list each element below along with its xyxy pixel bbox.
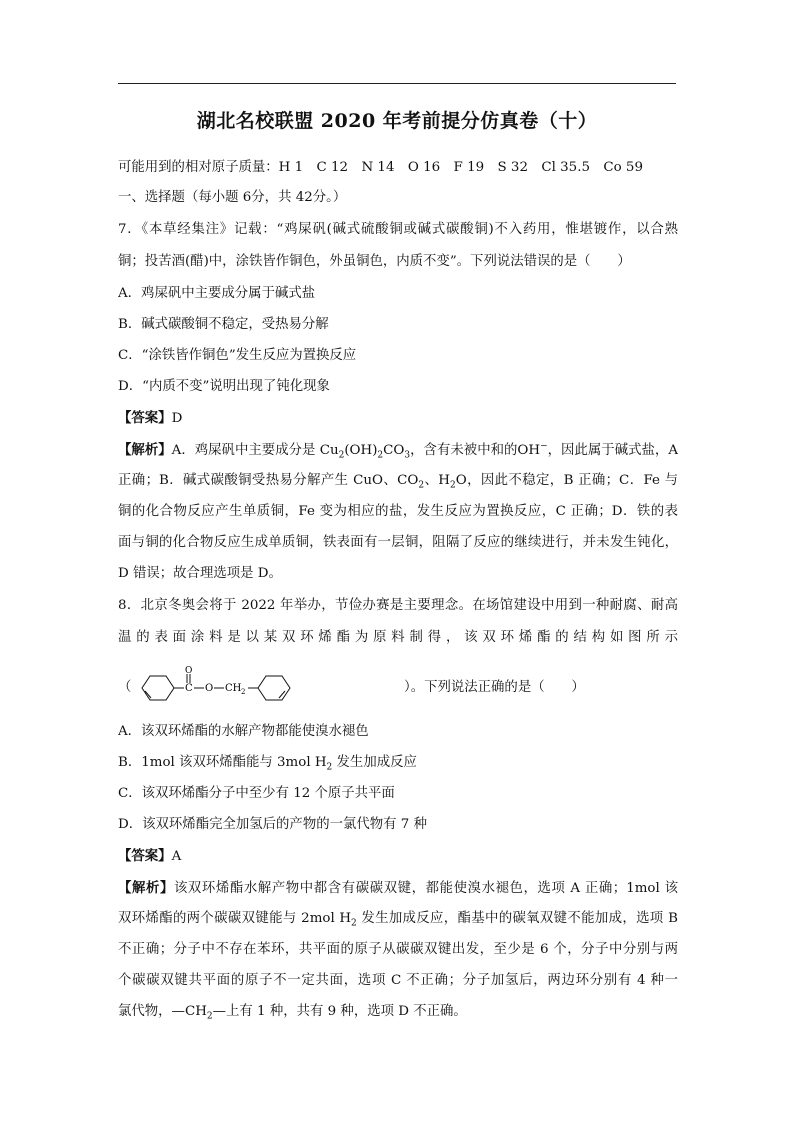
- answer-value: A: [171, 849, 182, 864]
- explanation-label: 【解析】: [118, 880, 174, 896]
- q7-option-d: D．“内质不变”说明出现了钝化现象: [118, 379, 330, 394]
- q8-stem-line-2: 温的表面涂料是以某双环烯酯为原料制得，该双环烯酯的结构如图所示: [118, 630, 678, 645]
- q7-option-a: A．鸡屎矾中主要成分属于碱式盐: [118, 286, 316, 301]
- section-heading: 一、选择题（每小题 6分，共 42分。）: [118, 190, 347, 205]
- q8-structure-line: [118, 666, 678, 706]
- q8-option-b: B．1mol 该双环烯酯能与 3mol $H_2$ 发生加成反应: [118, 755, 417, 773]
- q8-stem-line-3: ）。下列说法正确的是（ ）: [404, 680, 585, 695]
- q7-explanation-line-3: 铜的化合物反应产生单质铜，Fe 变为相应的盐，发生反应为置换反应，C 正确；D．铁的表: [118, 504, 678, 519]
- explanation-label: 【解析】: [118, 442, 172, 458]
- q7-stem-line-1: 7．《本草经集注》记载：“鸡屎矾(碱式硫酸铜或碱式碳酸铜)不入药用，惟堪镀作，以合熟: [118, 222, 678, 237]
- q8-stem-line-1: 8．北京冬奥会将于 2022 年举办，节俭办赛是主要理念。在场馆建设中用到一种耐腐、耐高: [118, 598, 678, 613]
- carbonyl-oxygen-label: O: [185, 666, 193, 676]
- q8-option-c: C．该双环烯酯分子中至少有 12 个原子共平面: [118, 786, 395, 801]
- atomic-masses: 可能用到的相对原子质量：H 1 C 12 N 14 O 16 F 19 S 32 Cl 35.5 Co 59: [118, 160, 643, 175]
- q8-explanation-line-2: 双环烯酯的两个碳碳双键能与 2mol $H_2$ 发生加成反应，酯基中的碳氧双键不能加成，选项 B: [118, 911, 678, 929]
- q7-answer: [118, 408, 678, 429]
- q7-option-b: B．碱式碳酸铜不稳定，受热易分解: [118, 317, 329, 332]
- header-rule: [118, 83, 676, 84]
- bicyclic-ester-structure: [128, 666, 408, 706]
- q8-explanation-line-3: 不正确；分子中不存在苯环，共平面的原子从碳碳双键出发，至少是 6 个，分子中分别与两: [118, 942, 678, 957]
- methylene-label: CH: [225, 683, 242, 694]
- q7-explanation-line-2: 正确；B．碱式碳酸铜受热易分解产生 CuO、$CO_2$、$H_2O$，因此不稳定，B 正确；C．Fe 与: [118, 473, 678, 491]
- structure-open-paren: （: [118, 680, 132, 695]
- q7-stem-line-2: 铜；投苦酒(醋)中，涂铁皆作铜色，外虽铜色，内质不变”。下列说法错误的是（ ）: [118, 254, 631, 269]
- q8-explanation-line-5: 氯代物，$—CH_2—$上有 1 种，共有 9 种，选项 D 不正确。: [118, 1004, 467, 1022]
- q8-option-d: D．该双环烯酯完全加氢后的产物的一氯代物有 7 种: [118, 817, 427, 832]
- answer-value: D: [171, 411, 183, 426]
- q7-explanation-line-1: 【解析】A．鸡屎矾中主要成分是 $Cu_2(OH)_2CO_3$，含有未被中和的OH−，因此属于碱式盐，A: [118, 441, 678, 460]
- q7-explanation-line-4: 面与铜的化合物反应生成单质铜，铁表面有一层铜，阻隔了反应的继续进行，并未发生钝化，: [118, 535, 678, 550]
- q7-explanation-line-5: D 错误；故合理选项是 D。: [118, 566, 282, 581]
- q8-explanation-line-1: 【解析】该双环烯酯水解产物中都含有碳碳双键，都能使溴水褪色，选项 A 正确；1mol 该: [118, 880, 678, 896]
- methylene-subscript: 2: [241, 688, 246, 696]
- q7-option-c: C．“涂铁皆作铜色”发生反应为置换反应: [118, 348, 357, 363]
- q8-option-a: A．该双环烯酯的水解产物都能使溴水褪色: [118, 724, 369, 739]
- ester-oxygen-label: O: [205, 683, 214, 694]
- answer-label: 【答案】: [118, 848, 172, 864]
- q8-explanation-line-4: 个碳碳双键共平面的原子不一定共面，选项 C 不正确；分子加氢后，两边环分别有 4 种一: [118, 973, 678, 988]
- answer-label: 【答案】: [118, 410, 172, 426]
- page-title: 湖北名校联盟 2020 年考前提分仿真卷（十）: [196, 110, 598, 132]
- carbonyl-carbon-label: C: [185, 683, 193, 694]
- q8-answer: [118, 846, 678, 867]
